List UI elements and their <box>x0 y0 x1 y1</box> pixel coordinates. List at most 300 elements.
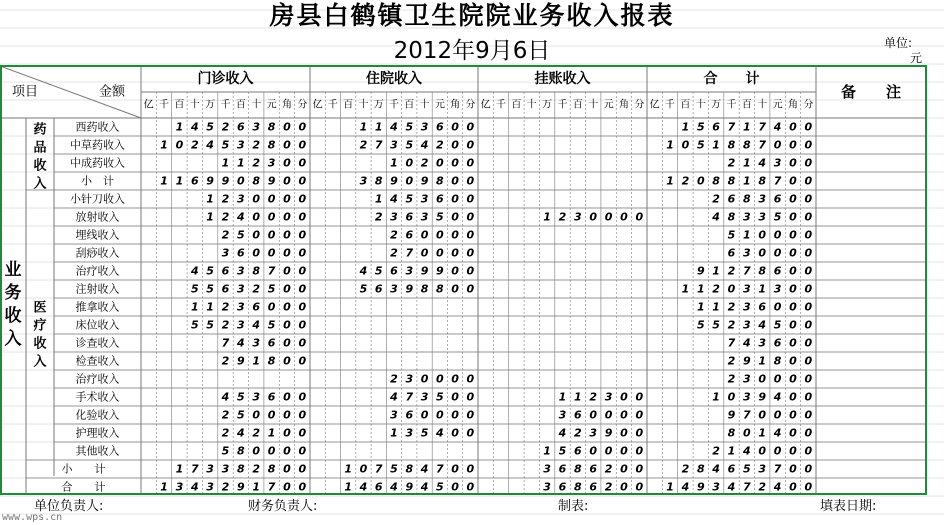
amount-digit: 0 <box>435 228 444 242</box>
amount-digit: 1 <box>374 120 383 134</box>
amount-digit: 3 <box>390 138 398 152</box>
amount-digit: 0 <box>466 210 475 224</box>
amount-digit: 3 <box>237 318 245 332</box>
amount-digit: 6 <box>773 264 782 278</box>
amount-digit: 0 <box>466 462 475 476</box>
amount-digit: 5 <box>712 318 720 332</box>
amount-digit: 0 <box>451 246 459 260</box>
amount-digit: 3 <box>420 210 429 224</box>
amount-digit: 0 <box>789 174 797 188</box>
amount-digit: 0 <box>283 282 291 296</box>
amount-digit: 0 <box>804 318 813 332</box>
header-amount-label: 金额 <box>99 84 126 100</box>
amount-digit: 8 <box>374 174 383 188</box>
amount-digit: 9 <box>267 174 276 188</box>
digit-header-label: 百 <box>404 99 415 111</box>
amount-digit: 3 <box>743 282 751 296</box>
amount-digit: 0 <box>267 192 276 206</box>
digit-header-label: 角 <box>450 99 461 111</box>
amount-digit: 8 <box>758 264 767 278</box>
amount-digit: 2 <box>727 354 736 368</box>
amount-digit: 2 <box>589 390 598 404</box>
amount-digit: 5 <box>206 318 214 332</box>
amount-digit: 2 <box>221 228 230 242</box>
amount-digit: 4 <box>712 210 720 224</box>
amount-digit: 2 <box>727 372 736 386</box>
digit-header-label: 元 <box>603 99 614 111</box>
amount-digit: 2 <box>221 192 230 206</box>
amount-digit: 1 <box>758 282 767 296</box>
row-label: 合 计 <box>61 480 106 494</box>
amount-digit: 1 <box>160 174 168 188</box>
amount-digit: 6 <box>267 390 276 404</box>
category-drug-income: 收 <box>33 158 47 174</box>
amount-digit: 0 <box>283 192 291 206</box>
amount-digit: 3 <box>743 246 751 260</box>
header-group-0: 门诊收入 <box>197 71 254 87</box>
amount-digit: 0 <box>789 318 797 332</box>
amount-digit: 0 <box>789 210 797 224</box>
amount-digit: 0 <box>620 426 628 440</box>
row-label: 中草药收入 <box>70 138 125 152</box>
fill-date-field: 填表日期: <box>820 499 877 514</box>
digit-header-label: 十 <box>526 99 537 111</box>
unit-label: 单位: <box>884 36 913 50</box>
amount-digit: 3 <box>390 210 398 224</box>
amount-digit: 3 <box>237 192 245 206</box>
amount-digit: 0 <box>298 480 307 494</box>
amount-digit: 9 <box>727 408 736 422</box>
amount-digit: 0 <box>758 444 767 458</box>
amount-digit: 0 <box>466 192 475 206</box>
amount-digit: 4 <box>252 318 261 332</box>
amount-digit: 0 <box>804 462 813 476</box>
amount-digit: 8 <box>435 282 444 296</box>
amount-digit: 1 <box>390 156 398 170</box>
amount-digit: 0 <box>743 426 751 440</box>
amount-digit: 0 <box>267 246 276 260</box>
amount-digit: 8 <box>420 282 429 296</box>
amount-digit: 4 <box>743 336 751 350</box>
amount-digit: 5 <box>206 120 214 134</box>
amount-digit: 7 <box>758 138 767 152</box>
digit-header-label: 亿 <box>480 99 491 111</box>
amount-digit: 0 <box>589 210 598 224</box>
amount-digit: 0 <box>283 228 291 242</box>
amount-digit: 8 <box>267 462 276 476</box>
amount-digit: 1 <box>574 390 582 404</box>
amount-digit: 4 <box>190 480 199 494</box>
amount-digit: 5 <box>190 318 199 332</box>
amount-digit: 0 <box>466 480 475 494</box>
amount-digit: 0 <box>635 408 644 422</box>
header-remark: 备 注 <box>840 83 902 101</box>
digit-header-label: 万 <box>373 99 384 111</box>
amount-digit: 2 <box>252 282 261 296</box>
amount-digit: 8 <box>574 462 582 476</box>
amount-digit: 0 <box>283 246 291 260</box>
amount-digit: 9 <box>237 480 245 494</box>
amount-digit: 3 <box>175 480 184 494</box>
amount-digit: 0 <box>283 156 291 170</box>
amount-digit: 5 <box>206 282 214 296</box>
digit-header-label: 亿 <box>649 99 660 111</box>
amount-digit: 0 <box>804 264 813 278</box>
amount-digit: 6 <box>405 228 414 242</box>
amount-digit: 0 <box>789 444 797 458</box>
amount-digit: 0 <box>283 480 291 494</box>
amount-digit: 1 <box>743 174 751 188</box>
row-label: 刮痧收入 <box>75 246 120 260</box>
finance-head-signature: 财务负责人: <box>248 499 318 514</box>
amount-digit: 0 <box>267 408 276 422</box>
amount-digit: 7 <box>405 390 414 404</box>
amount-digit: 0 <box>252 228 261 242</box>
amount-digit: 9 <box>390 174 398 188</box>
amount-digit: 6 <box>190 174 199 188</box>
amount-digit: 0 <box>758 372 767 386</box>
amount-digit: 2 <box>221 318 230 332</box>
amount-digit: 0 <box>466 138 475 152</box>
amount-digit: 2 <box>252 462 261 476</box>
amount-digit: 3 <box>221 246 230 260</box>
amount-digit: 0 <box>283 174 291 188</box>
amount-digit: 0 <box>298 390 307 404</box>
amount-digit: 5 <box>696 318 705 332</box>
amount-digit: 8 <box>252 264 261 278</box>
amount-digit: 1 <box>558 390 567 404</box>
amount-digit: 1 <box>758 426 767 440</box>
amount-digit: 5 <box>405 120 414 134</box>
amount-digit: 3 <box>758 336 767 350</box>
amount-digit: 1 <box>712 300 720 314</box>
amount-digit: 6 <box>574 408 582 422</box>
amount-digit: 5 <box>359 282 368 296</box>
category-medical-income: 收 <box>33 336 47 352</box>
amount-digit: 6 <box>574 444 582 458</box>
amount-digit: 3 <box>773 156 782 170</box>
digit-header-label: 百 <box>741 99 752 111</box>
amount-digit: 4 <box>390 192 398 206</box>
amount-digit: 0 <box>298 264 307 278</box>
amount-digit: 2 <box>712 282 720 296</box>
digit-header-label: 千 <box>389 99 399 111</box>
amount-digit: 0 <box>451 264 459 278</box>
amount-digit: 0 <box>789 480 797 494</box>
amount-digit: 1 <box>681 120 690 134</box>
amount-digit: 2 <box>604 462 613 476</box>
amount-digit: 2 <box>221 210 230 224</box>
amount-digit: 1 <box>666 138 674 152</box>
amount-digit: 5 <box>558 444 567 458</box>
amount-digit: 1 <box>252 480 261 494</box>
amount-digit: 1 <box>160 480 168 494</box>
amount-digit: 0 <box>804 156 813 170</box>
amount-digit: 6 <box>237 246 245 260</box>
amount-digit: 0 <box>451 156 459 170</box>
amount-digit: 9 <box>758 390 767 404</box>
amount-digit: 4 <box>390 480 398 494</box>
amount-digit: 0 <box>267 300 276 314</box>
amount-digit: 5 <box>374 264 383 278</box>
amount-digit: 3 <box>359 174 368 188</box>
amount-digit: 6 <box>773 336 782 350</box>
amount-digit: 0 <box>283 318 291 332</box>
amount-digit: 4 <box>773 480 782 494</box>
amount-digit: 9 <box>405 282 414 296</box>
amount-digit: 0 <box>789 462 797 476</box>
amount-digit: 5 <box>267 282 276 296</box>
amount-digit: 1 <box>743 120 751 134</box>
amount-digit: 0 <box>451 426 459 440</box>
amount-digit: 1 <box>344 480 353 494</box>
row-label: 埋线收入 <box>75 228 120 242</box>
amount-digit: 0 <box>804 138 813 152</box>
amount-digit: 0 <box>604 210 613 224</box>
amount-digit: 7 <box>221 336 230 350</box>
digit-header-label: 千 <box>327 99 338 111</box>
amount-digit: 3 <box>267 156 276 170</box>
amount-digit: 5 <box>435 390 444 404</box>
amount-digit: 0 <box>405 156 414 170</box>
amount-digit: 6 <box>758 300 767 314</box>
amount-digit: 8 <box>712 174 720 188</box>
amount-digit: 5 <box>420 426 429 440</box>
amount-digit: 0 <box>267 444 276 458</box>
amount-digit: 0 <box>635 210 644 224</box>
amount-digit: 0 <box>604 408 613 422</box>
amount-digit: 4 <box>681 480 690 494</box>
amount-digit: 6 <box>405 210 414 224</box>
amount-digit: 5 <box>405 192 414 206</box>
category-drug-income: 药 <box>33 122 47 138</box>
amount-digit: 9 <box>696 480 705 494</box>
amount-digit: 0 <box>789 228 797 242</box>
amount-digit: 2 <box>221 426 230 440</box>
amount-digit: 2 <box>435 138 444 152</box>
amount-digit: 0 <box>405 174 414 188</box>
digit-header-label: 千 <box>557 99 568 111</box>
amount-digit: 1 <box>175 174 184 188</box>
amount-digit: 0 <box>420 228 429 242</box>
amount-digit: 6 <box>221 282 230 296</box>
amount-digit: 2 <box>712 444 720 458</box>
amount-digit: 4 <box>237 426 245 440</box>
digit-header-label: 元 <box>772 99 783 111</box>
amount-digit: 1 <box>206 210 214 224</box>
amount-digit: 0 <box>789 138 797 152</box>
amount-digit: 3 <box>743 210 751 224</box>
amount-digit: 0 <box>267 210 276 224</box>
amount-digit: 9 <box>696 264 705 278</box>
header-group-3: 合 计 <box>703 71 760 87</box>
amount-digit: 9 <box>420 264 429 278</box>
amount-digit: 6 <box>252 300 261 314</box>
category-business-income: 收 <box>4 306 22 326</box>
amount-digit: 0 <box>789 372 797 386</box>
row-label: 治疗收入 <box>75 372 120 386</box>
digit-header-label: 万 <box>542 99 553 111</box>
digit-header-label: 百 <box>343 99 354 111</box>
category-business-income: 业 <box>4 260 22 280</box>
unit-value: 元 <box>910 51 923 65</box>
row-label: 护理收入 <box>75 426 120 440</box>
amount-digit: 1 <box>267 426 276 440</box>
amount-digit: 2 <box>712 192 720 206</box>
row-label: 手术收入 <box>75 390 120 404</box>
row-label: 检查收入 <box>75 354 120 368</box>
category-business-income: 务 <box>4 283 22 303</box>
amount-digit: 8 <box>727 174 736 188</box>
amount-digit: 0 <box>604 444 613 458</box>
amount-digit: 3 <box>574 210 582 224</box>
amount-digit: 9 <box>206 174 214 188</box>
amount-digit: 3 <box>543 462 551 476</box>
digit-header-label: 角 <box>281 99 292 111</box>
amount-digit: 3 <box>252 336 261 350</box>
amount-digit: 0 <box>789 156 797 170</box>
amount-digit: 0 <box>466 390 475 404</box>
amount-digit: 8 <box>758 174 767 188</box>
digit-header-label: 百 <box>680 99 691 111</box>
amount-digit: 8 <box>252 174 261 188</box>
report-date: 2012年9月6日 <box>393 38 551 64</box>
digit-header-label: 百 <box>511 99 522 111</box>
amount-digit: 0 <box>298 336 307 350</box>
amount-digit: 0 <box>283 264 291 278</box>
amount-digit: 5 <box>390 462 398 476</box>
amount-digit: 1 <box>666 480 674 494</box>
amount-digit: 0 <box>466 264 475 278</box>
amount-digit: 1 <box>696 300 705 314</box>
amount-digit: 7 <box>190 462 199 476</box>
amount-digit: 3 <box>420 390 429 404</box>
amount-digit: 0 <box>789 192 797 206</box>
amount-digit: 0 <box>466 372 475 386</box>
amount-digit: 8 <box>727 210 736 224</box>
amount-digit: 3 <box>390 282 398 296</box>
amount-digit: 5 <box>696 120 705 134</box>
amount-digit: 6 <box>773 192 782 206</box>
amount-digit: 3 <box>252 390 261 404</box>
row-label: 诊查收入 <box>75 336 120 350</box>
amount-digit: 8 <box>696 462 705 476</box>
amount-digit: 0 <box>804 192 813 206</box>
amount-digit: 0 <box>804 336 813 350</box>
amount-digit: 7 <box>267 264 276 278</box>
amount-digit: 4 <box>237 336 245 350</box>
digit-header-label: 万 <box>205 99 216 111</box>
amount-digit: 2 <box>727 318 736 332</box>
amount-digit: 8 <box>727 138 736 152</box>
amount-digit: 0 <box>451 174 459 188</box>
amount-digit: 6 <box>435 192 444 206</box>
amount-digit: 0 <box>804 282 813 296</box>
amount-digit: 0 <box>283 354 291 368</box>
amount-digit: 4 <box>390 390 398 404</box>
amount-digit: 0 <box>451 462 459 476</box>
amount-digit: 0 <box>298 300 307 314</box>
amount-digit: 0 <box>420 246 429 260</box>
amount-digit: 0 <box>451 138 459 152</box>
amount-digit: 0 <box>298 444 307 458</box>
category-medical-income: 医 <box>33 300 47 316</box>
amount-digit: 0 <box>696 174 705 188</box>
amount-digit: 7 <box>743 480 751 494</box>
amount-digit: 9 <box>420 174 429 188</box>
watermark: www.wps.cn <box>2 512 63 523</box>
amount-digit: 0 <box>804 228 813 242</box>
amount-digit: 0 <box>635 462 644 476</box>
amount-digit: 2 <box>252 156 261 170</box>
amount-digit: 0 <box>451 192 459 206</box>
amount-digit: 3 <box>773 282 782 296</box>
amount-digit: 8 <box>405 462 414 476</box>
row-label: 小 计 <box>61 462 106 476</box>
amount-digit: 0 <box>789 246 797 260</box>
amount-digit: 1 <box>190 300 199 314</box>
amount-digit: 0 <box>589 408 598 422</box>
amount-digit: 0 <box>283 336 291 350</box>
amount-digit: 1 <box>681 282 690 296</box>
amount-digit: 6 <box>374 282 383 296</box>
amount-digit: 3 <box>543 480 551 494</box>
amount-digit: 7 <box>435 462 444 476</box>
amount-digit: 3 <box>758 192 767 206</box>
amount-digit: 3 <box>758 462 767 476</box>
digit-header-label: 千 <box>159 99 170 111</box>
amount-digit: 1 <box>160 138 168 152</box>
amount-digit: 1 <box>252 354 261 368</box>
amount-digit: 7 <box>743 408 751 422</box>
amount-digit: 8 <box>435 174 444 188</box>
digit-header-label: 千 <box>220 99 231 111</box>
amount-digit: 0 <box>466 156 475 170</box>
amount-digit: 0 <box>298 354 307 368</box>
row-label: 小针刀收入 <box>70 192 125 206</box>
amount-digit: 0 <box>773 444 782 458</box>
amount-digit: 0 <box>804 426 813 440</box>
amount-digit: 2 <box>390 372 398 386</box>
amount-digit: 4 <box>743 444 751 458</box>
amount-digit: 7 <box>267 480 276 494</box>
amount-digit: 3 <box>604 390 613 404</box>
amount-digit: 1 <box>743 228 751 242</box>
amount-digit: 1 <box>696 282 705 296</box>
amount-digit: 5 <box>237 390 245 404</box>
header-item-label: 项目 <box>12 84 39 100</box>
amount-digit: 4 <box>773 426 782 440</box>
amount-digit: 3 <box>237 282 245 296</box>
amount-digit: 2 <box>390 228 398 242</box>
row-label: 小 计 <box>81 174 114 188</box>
amount-digit: 0 <box>773 246 782 260</box>
digit-header-label: 十 <box>358 99 369 111</box>
amount-digit: 7 <box>374 138 383 152</box>
amount-digit: 3 <box>743 318 751 332</box>
amount-digit: 6 <box>727 192 736 206</box>
amount-digit: 0 <box>466 426 475 440</box>
digit-header-label: 万 <box>711 99 722 111</box>
amount-digit: 3 <box>405 264 414 278</box>
amount-digit: 0 <box>451 408 459 422</box>
category-medical-income: 入 <box>33 354 47 370</box>
amount-digit: 8 <box>743 138 751 152</box>
amount-digit: 2 <box>681 462 690 476</box>
amount-digit: 3 <box>206 480 214 494</box>
amount-digit: 0 <box>466 246 475 260</box>
amount-digit: 0 <box>635 480 644 494</box>
